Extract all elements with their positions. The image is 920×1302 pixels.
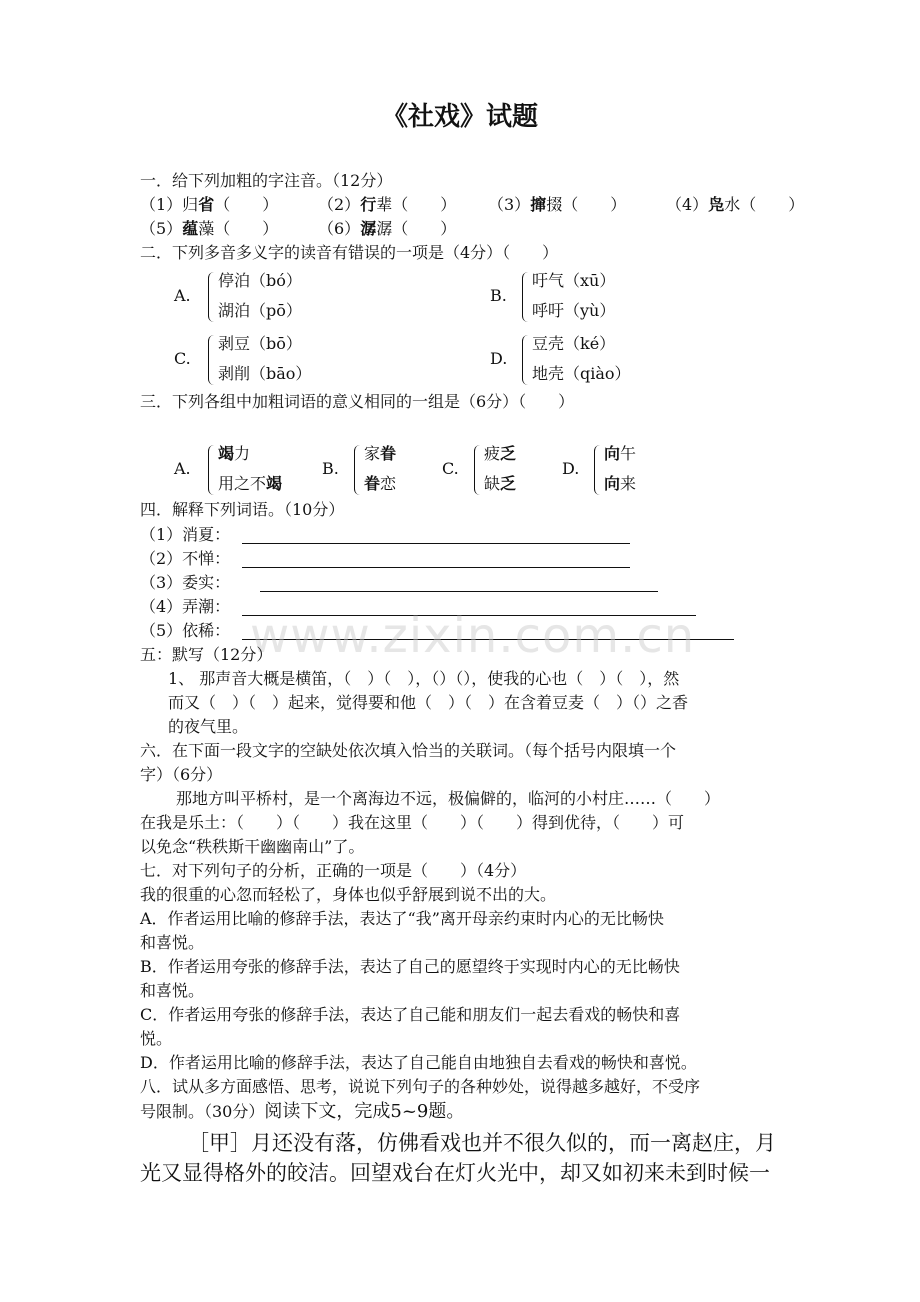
brace (208, 335, 216, 385)
passage-line-1: ［甲］月还没有落，仿佛看戏也并不很久似的，而一离赵庄，月 (188, 1131, 776, 1155)
q4-item-3: （3）委实： (140, 573, 231, 592)
q5-line-1: 1、 那声音大概是横笛，（ ）（ ），（）（），使我的心也（ ）（ ），然 (168, 669, 680, 688)
brace (522, 335, 530, 385)
q4-item-1: （1）消夏： (140, 525, 231, 544)
q7-option-a-line-2: 和喜悦。 (140, 933, 205, 952)
q1-item-4: （4）凫水（ ） (666, 195, 805, 214)
option-label: C. (174, 349, 191, 368)
brace (208, 445, 216, 495)
brace (354, 445, 362, 495)
q1-item-1: （1）归省（ ） (140, 195, 279, 214)
q7-option-b-line-1: B．作者运用夸张的修辞手法，表达了自己的愿望终于实现时内心的无比畅快 (140, 957, 680, 976)
q2-heading: 二．下列多音多义字的读音有错误的一项是（4分）（ ） (140, 243, 559, 262)
q7-heading: 七．对下列句子的分析，正确的一项是（ ）（4分） (140, 861, 527, 880)
q7-option-d: D．作者运用比喻的修辞手法，表达了自己能自由地独自去看戏的畅快和喜悦。 (140, 1053, 697, 1072)
q6-paragraph-1: 那地方叫平桥村，是一个离海边不远，极偏僻的，临河的小村庄……（ ） (176, 789, 721, 808)
page-title: 《社戏》试题 (381, 102, 538, 132)
option-line-2: 缺乏 (484, 474, 517, 493)
option-line-1: 停泊（bó） (218, 271, 302, 290)
q6-paragraph-3: 以免念“秩秩斯干幽幽南山”了。 (140, 837, 365, 856)
option-line-1: 剥豆（bō） (218, 334, 302, 353)
option-label: A. (174, 286, 191, 305)
brace (594, 445, 602, 495)
option-line-1: 疲乏 (484, 444, 517, 463)
option-label: D. (490, 349, 508, 368)
q4-item-2: （2）不惮： (140, 549, 231, 568)
option-line-1: 豆壳（ké） (532, 334, 616, 353)
q3-heading: 三．下列各组中加粗词语的意义相同的一组是（6分）（ ） (140, 392, 575, 411)
q7-option-b-line-2: 和喜悦。 (140, 981, 205, 1000)
option-line-2: 用之不竭 (218, 474, 283, 493)
brace (208, 272, 216, 322)
q1-item-2: （2）行辈（ ） (318, 195, 457, 214)
answer-line[interactable] (242, 543, 630, 544)
brace (522, 272, 530, 322)
q4-item-5: （5）依稀： (140, 621, 231, 640)
q1-item-3: （3）撺掇（ ） (488, 195, 627, 214)
option-label: C. (442, 459, 459, 478)
option-line-2: 眷恋 (364, 474, 397, 493)
option-label: D. (562, 459, 580, 478)
q7-option-a-line-1: A．作者运用比喻的修辞手法，表达了“我”离开母亲约束时内心的无比畅快 (140, 909, 664, 928)
option-line-2: 向来 (604, 474, 637, 493)
option-line-2: 呼吁（yù） (532, 301, 616, 320)
q6-heading-2: 字）（6分） (140, 765, 223, 784)
q1-heading: 一．给下列加粗的字注音。（12分） (140, 171, 393, 190)
q6-heading-1: 六．在下面一段文字的空缺处依次填入恰当的关联词。（每个括号内限填一个 (140, 741, 677, 760)
q4-item-4: （4）弄潮： (140, 597, 231, 616)
q5-line-2: 而又（ ）（ ）起来，觉得要和他（ ）（ ）在含着豆麦（ ）（）之香 (168, 693, 689, 712)
passage-line-2: 光又显得格外的皎洁。回望戏台在灯火光中，却又如初来未到时候一 (140, 1161, 770, 1185)
option-label: A. (174, 459, 191, 478)
watermark: www.zixin.com.cn (250, 608, 696, 664)
option-line-2: 湖泊（pō） (218, 301, 302, 320)
q6-paragraph-2: 在我是乐土：（ ）（ ）我在这里（ ）（ ）得到优待，（ ）可 (140, 813, 685, 832)
option-line-1: 家眷 (364, 444, 397, 463)
q7-option-c-line-1: C．作者运用夸张的修辞手法，表达了自己能和朋友们一起去看戏的畅快和喜 (140, 1005, 681, 1024)
option-line-1: 向午 (604, 444, 637, 463)
q1-item-5: （5）蕴藻（ ） (140, 219, 279, 238)
q7-sentence: 我的很重的心忽而轻松了，身体也似乎舒展到说不出的大。 (140, 885, 557, 904)
option-line-1: 吁气（xū） (532, 271, 616, 290)
option-line-2: 剥削（bāo） (218, 364, 312, 383)
option-line-1: 竭力 (218, 444, 251, 463)
q5-heading: 五：默写（12分） (140, 645, 273, 664)
q7-option-c-line-2: 悦。 (140, 1029, 173, 1048)
brace (474, 445, 482, 495)
answer-line[interactable] (260, 591, 658, 592)
option-line-2: 地壳（qiào） (532, 364, 631, 383)
q5-line-3: 的夜气里。 (168, 717, 249, 736)
answer-line[interactable] (242, 567, 630, 568)
q8-heading-1: 八．试从多方面感悟、思考，说说下列句子的各种妙处，说得越多越好，不受序 (140, 1077, 701, 1096)
q8-heading-2: 号限制。（30分）阅读下文，完成5~9题。 (140, 1101, 465, 1122)
option-label: B. (490, 286, 507, 305)
q4-heading: 四．解释下列词语。（10分） (140, 500, 345, 519)
option-label: B. (322, 459, 339, 478)
q1-item-6: （6）潺潺（ ） (318, 219, 457, 238)
